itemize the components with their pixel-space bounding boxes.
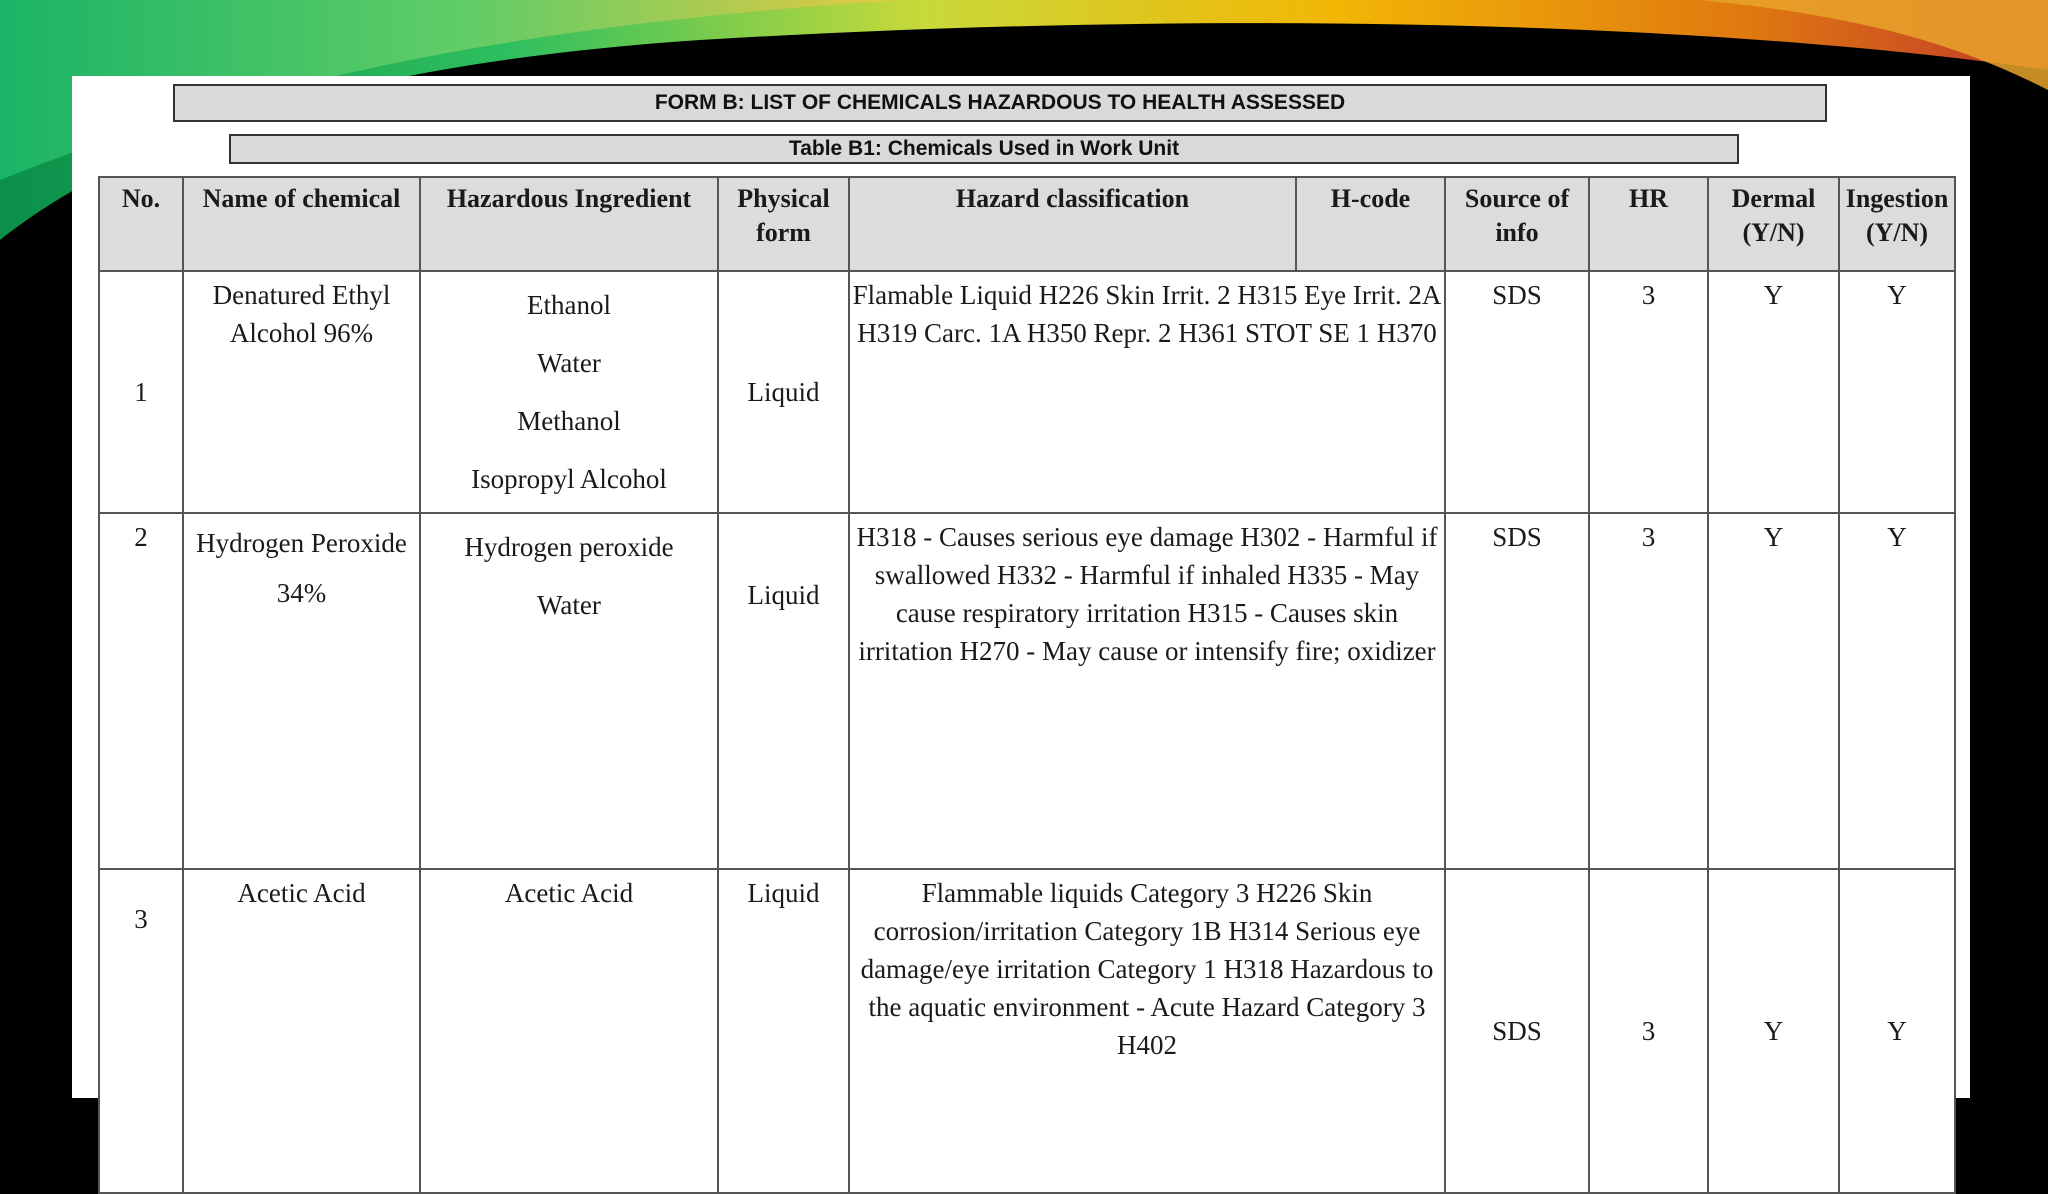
table-title: Table B1: Chemicals Used in Work Unit	[229, 134, 1739, 164]
ingredient-item: Isopropyl Alcohol	[471, 464, 667, 494]
source-of-info: SDS	[1445, 513, 1589, 869]
header-ingredient: Hazardous Ingredient	[420, 177, 718, 271]
form-title: FORM B: LIST OF CHEMICALS HAZARDOUS TO HEALTH ASSESSED	[173, 84, 1827, 122]
ingestion-value: Y	[1839, 513, 1955, 869]
chemical-name: Hydrogen Peroxide 34%	[183, 513, 420, 869]
ingestion-value: Y	[1839, 271, 1955, 513]
dermal-value: Y	[1708, 869, 1839, 1193]
table-row	[99, 869, 1955, 1193]
hr-value: 3	[1589, 869, 1708, 1193]
physical-form: Liquid	[718, 869, 849, 1193]
ingredient-item: Water	[537, 348, 601, 378]
header-h-code: H-code	[1296, 177, 1445, 271]
row-no: 3	[99, 869, 183, 1193]
header-source: Source of info	[1445, 177, 1589, 271]
header-dermal: Dermal (Y/N)	[1708, 177, 1839, 271]
header-row	[99, 177, 1955, 271]
header-name: Name of chemical	[183, 177, 420, 271]
header-hr: HR	[1589, 177, 1708, 271]
ingredient-item: Ethanol	[527, 290, 611, 320]
header-hazard-classification: Hazard classification	[849, 177, 1296, 271]
table-row	[99, 271, 1955, 513]
hazard-classification: Flammable liquids Category 3 H226 Skin corrosion/irritation Category 1B H314 Serious eye damage/eye irritation Category 1 H318 Hazardous to the aquatic environment - Acute Hazard Category 3 H402	[849, 869, 1445, 1193]
header-ingestion: Ingestion (Y/N)	[1839, 177, 1955, 271]
ingredient-item: Methanol	[517, 406, 621, 436]
table-row	[99, 513, 1955, 869]
physical-form: Liquid	[718, 513, 849, 869]
dermal-value: Y	[1708, 271, 1839, 513]
hr-value: 3	[1589, 271, 1708, 513]
hr-value: 3	[1589, 513, 1708, 869]
hazard-classification: H318 - Causes serious eye damage H302 - Harmful if swallowed H332 - Harmful if inhaled H335 - May cause respiratory irritation H315 - Causes skin irritation H270 - May cause or intensify fire; oxidizer	[849, 513, 1445, 869]
slide-page	[72, 76, 1970, 1098]
chemical-name: Denatured Ethyl Alcohol 96%	[183, 271, 420, 513]
ingredient-list	[420, 271, 718, 513]
ingestion-value: Y	[1839, 869, 1955, 1193]
physical-form: Liquid	[718, 271, 849, 513]
ingredient-list	[420, 869, 718, 1193]
header-no: No.	[99, 177, 183, 271]
dermal-value: Y	[1708, 513, 1839, 869]
ingredient-list	[420, 513, 718, 869]
ingredient-item: Hydrogen peroxide	[464, 532, 674, 562]
header-physical-form: Physical form	[718, 177, 849, 271]
ingredient-item: Acetic Acid	[504, 878, 634, 908]
ingredient-item: Water	[537, 590, 601, 620]
row-no: 2	[99, 513, 183, 869]
source-of-info: SDS	[1445, 271, 1589, 513]
row-no: 1	[99, 271, 183, 513]
chemical-name: Acetic Acid	[183, 869, 420, 1193]
chemicals-table	[98, 176, 1956, 1194]
source-of-info: SDS	[1445, 869, 1589, 1193]
hazard-classification: Flamable Liquid H226 Skin Irrit. 2 H315 Eye Irrit. 2A H319 Carc. 1A H350 Repr. 2 H361 STOT SE 1 H370	[849, 271, 1445, 513]
